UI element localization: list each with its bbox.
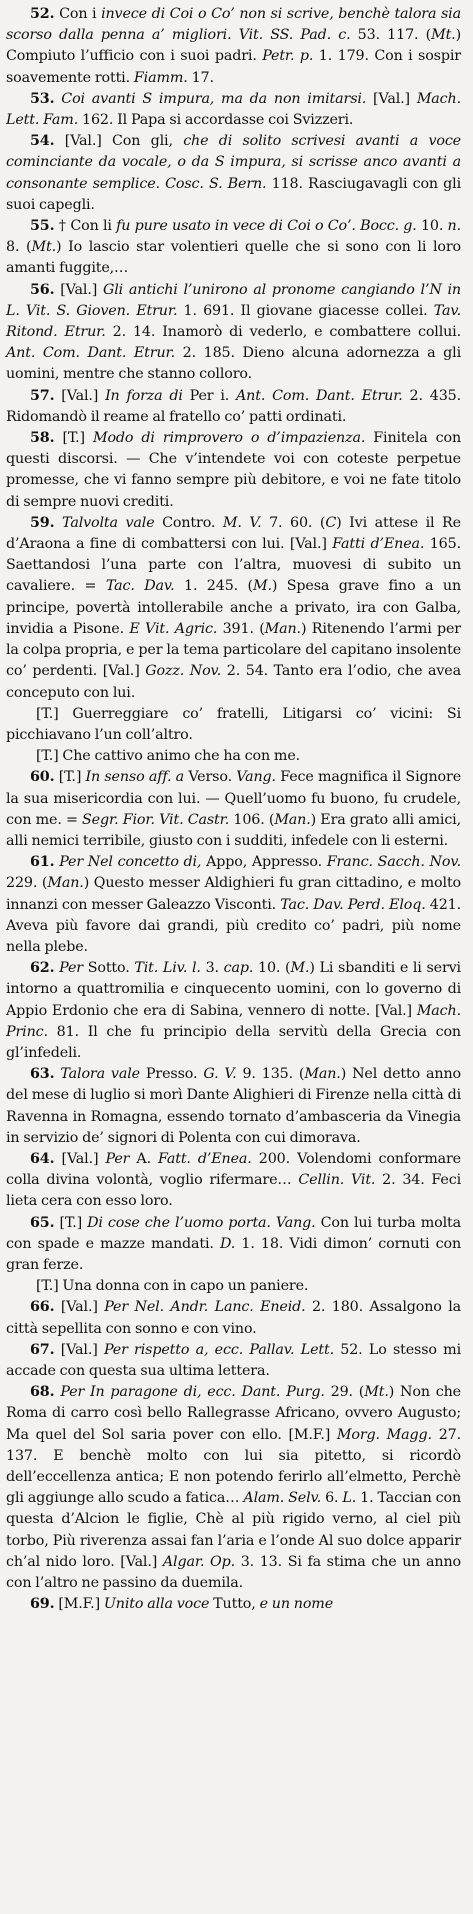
entry-62: 62. Per Sotto. Tit. Liv. l. 3. cap. 10. (M.) Li sbanditi e li servi intorno a quattromilia e cinquecento uomini, con lo governo di Appio Erdonio che era di Sabina, vennero di notte. [Val.] Mach. Princ. 81. Il che fu principio della servitù della Grecia con gl’infedeli. xyxy=(6,960,461,1061)
entry-59-sub-1: [T.] Guerreggiare co’ fratelli, Litigarsi co’ vicini: Si picchiavano l’un coll’altro. xyxy=(6,705,461,743)
entry-66: 66. [Val.] Per Nel. Andr. Lanc. Eneid. 2. 180. Assalgono la città sepellita con sonno e con vino. xyxy=(6,1299,461,1337)
entry-57: 57. [Val.] In forza di Per i. Ant. Com. Dant. Etrur. 2. 435. Ridomandò il reame al fratello co’ patti ordinati. xyxy=(6,387,461,425)
entry-61: 61. Per Nel concetto di, Appo, Appresso. Franc. Sacch. Nov. 229. (Man.) Questo messer Aldighieri fu gran cittadino, e molto innanzi con messer Galeazzo Visconti. Tac. Dav. Perd. Eloq. 421. Aveva più favore dai grandi, più credito co’ padri, più nome nella plebe. xyxy=(6,854,461,955)
entry-54: 54. [Val.] Con gli, che di solito scrivesi avanti a voce cominciante da vocale, o da S impura, si scrisse anco avanti a consonante semplice. Cosc. S. Bern. 118. Rasciugavagli con gli suoi capegli. xyxy=(6,133,461,213)
entry-63: 63. Talora vale Presso. G. V. 9. 135. (Man.) Nel detto anno del mese di luglio si morì Dante Alighieri di Firenze nella città di Ravenna in Romagna, essendo tornato d’ambasceria da Vinegia in servizio de’ signori di Polenta con cui dimorava. xyxy=(6,1066,461,1146)
entry-52: 52. Con i invece di Coi o Co’ non si scrive, benchè talora sia scorso dalla penna a’ migliori. Vit. SS. Pad. c. 53. 117. (Mt.) Compiuto l’ufficio con i suoi padri. Petr. p. 1. 179. Con i sospir soavemente rotti. Fiamm. 17. xyxy=(6,6,461,86)
entry-60: 60. [T.] In senso aff. a Verso. Vang. Fece magnifica il Signore la sua misericordia con lui. — Quell’uomo fu buono, fu crudele, con me. = Segr. Fior. Vit. Castr. 106. (Man.) Era grato alli amici, alli nemici terribile, giusto con i sudditi, infedele con li esterni. xyxy=(6,769,462,849)
entry-65-sub-1: [T.] Una donna con in capo un paniere. xyxy=(36,1278,309,1295)
entry-65: 65. [T.] Di cose che l’uomo porta. Vang. Con lui turba molta con spade e mazze mandati. D. 1. 18. Vidi dimon’ cornuti con gran ferze. xyxy=(6,1214,461,1273)
entry-53: 53. Coi avanti S impura, ma da non imitarsi. [Val.] Mach. Lett. Fam. 162. Il Papa si accordasse coi Svizzeri. xyxy=(6,90,461,129)
entry-59: 59. Talvolta vale Contro. M. V. 7. 60. (C) Ivi attese il Re d’Araona a fine di combattersi con lui. [Val.] Fatti d’Enea. 165. Saettandosi l’una parte con l’altra, muovesi di subito un cavaliere. = Tac. Dav. 1. 245. (M.) Spesa grave fino a un principe, povertà intollerabile anche a privato, ira con Galba, invidia a Pisone. E Vit. Agric. 391. (Man.) Ritenendo l’armi per la colpa propria, e per la tema particolare del capitano insolente co’ perdenti. [Val.] Gozz. Nov. 2. 54. Tanto era l’odio, che avea conceputo con lui. xyxy=(6,514,461,701)
entry-64: 64. [Val.] Per A. Fatt. d’Enea. 200. Volendomi conformare colla divina volontà, voglio rifermare… Cellin. Vit. 2. 34. Feci lieta cera con esso loro. xyxy=(6,1150,461,1210)
entry-56: 56. [Val.] Gli antichi l’unirono al pronome cangiando l’N in L. Vit. S. Gioven. Etrur. 1. 691. Il giovane giacesse collei. Tav. Ritond. Etrur. 2. 14. Inamorò di vederlo, e combattere collui. Ant. Com. Dant. Etrur. 2. 185. Dieno alcuna adornezza a gli uomini, mentre che stanno colloro. xyxy=(6,281,462,383)
entry-58: 58. [T.] Modo di rimprovero o d’impazienza. Finitela con questi discorsi. — Che v’intendete voi con coteste perpetue promesse, che vi fanno sempre più debitore, e voi ne fate titolo di sempre nuovi crediti. xyxy=(6,430,461,510)
entry-69: 69. [M.F.] Unito alla voce Tutto, e un nome xyxy=(30,1596,334,1613)
entry-55: 55. † Con li fu pure usato in vece di Coi o Co’. Bocc. g. 10. n. 8. (Mt.) Io lascio star volentieri quelle che si sono con li loro amanti fuggite,… xyxy=(6,218,462,277)
entry-59-sub-2: [T.] Che cattivo animo che ha con me. xyxy=(36,748,301,765)
entry-67: 67. [Val.] Per rispetto a, ecc. Pallav. Lett. 52. Lo stesso mi accade con questa sua ultima lettera. xyxy=(6,1341,461,1379)
entry-68: 68. Per In paragone di, ecc. Dant. Purg. 29. (Mt.) Non che Roma di carro così bello Rallegrasse Africano, ovvero Augusto; Ma quel del Sol saria pover con ello. [M.F.] Morg. Magg. 27. 137. E benchè molto con lui sia pitetto, si ricordò dell’eccellenza antica; E non potendo ferirlo all’elmetto, Perchè gli aggiunge allo scudo a fatica… Alam. Selv. 6. L. 1. Taccian con questa d’Alcion le figlie, Chè al più rigido verno, al ciel più torbo, Più riverenza assai fan l’aria e l’onde Al suo dolce apparir ch’al nido loro. [Val.] Algar. Op. 3. 13. Si fa stima che un anno con l’altro ne passino da duemila. xyxy=(6,1384,462,1592)
